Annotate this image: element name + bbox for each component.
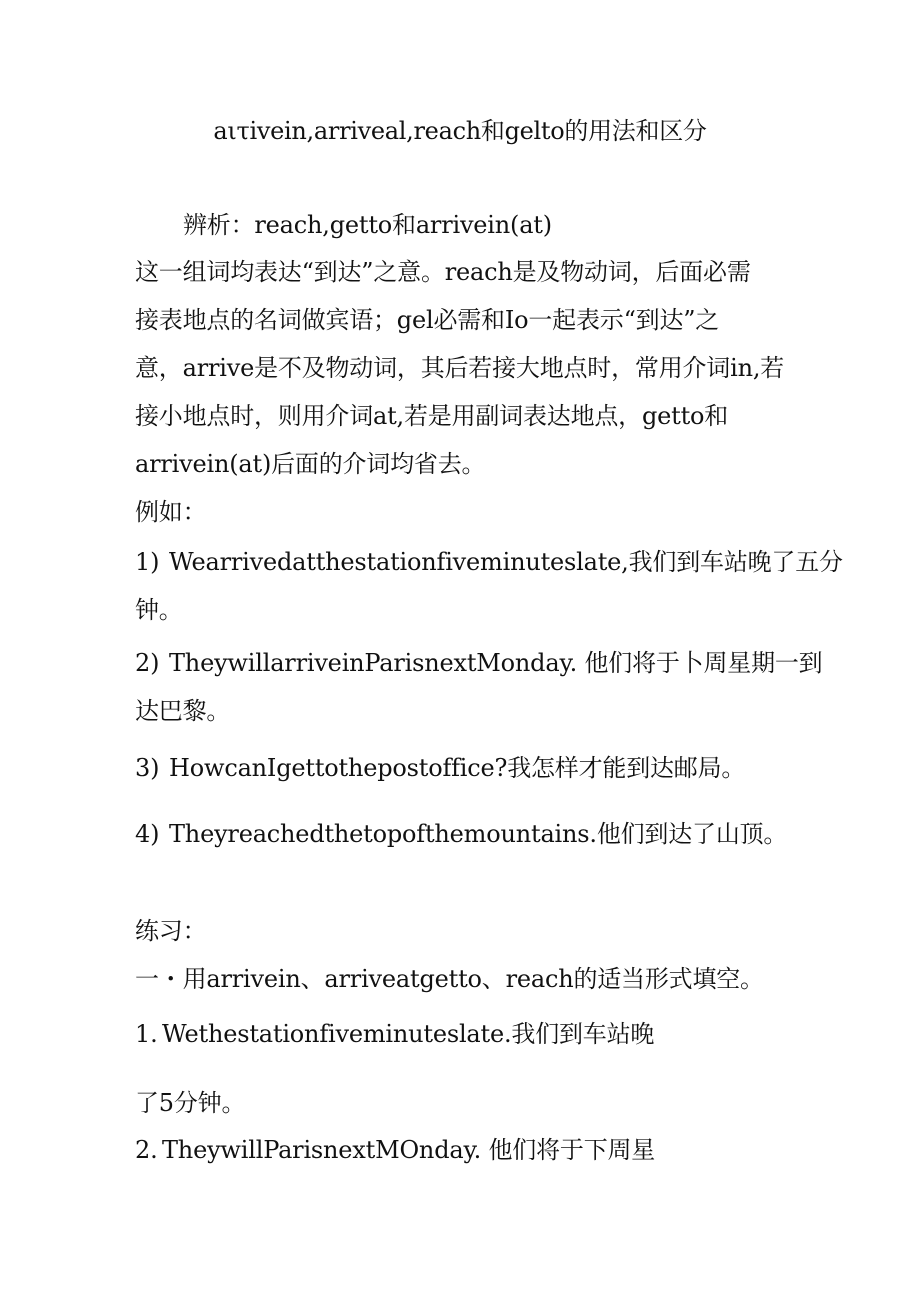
- example-text: TheywillarriveinParisnextMonday. 他们将于卜周星期一到: [169, 649, 823, 677]
- question-2: [135, 1135, 795, 1165]
- question-number: 2.: [135, 1136, 158, 1164]
- question-text: TheywillParisnextMOnday. 他们将于下周星: [162, 1136, 656, 1164]
- example-3: [135, 753, 795, 783]
- example-1-continuation: 钟。: [135, 596, 183, 624]
- example-text: Wearrivedatthestationfiveminuteslate,我们到车站晚了五分: [169, 548, 843, 576]
- example-4: [135, 819, 795, 849]
- question-text: Wethestationfiveminuteslate.我们到车站晚: [162, 1020, 655, 1048]
- explanation-line-2: 接表地点的名词做宾语；gel必需和Io一起表示“到达”之: [135, 306, 720, 334]
- example-1: [135, 547, 843, 577]
- example-text: HowcanIgettothepostoffice?我怎样才能到达邮局。: [169, 754, 746, 782]
- analysis-heading: 辨析：reach,getto和arrivein(at): [183, 211, 552, 239]
- example-number: 2): [135, 649, 160, 677]
- example-number: 1): [135, 548, 160, 576]
- explanation-line-3: 意，arrive是不及物动词，其后若接大地点时，常用介词in,若: [135, 354, 785, 382]
- explanation-line-4: 接小地点时，则用介词at,若是用副词表达地点，getto和: [135, 402, 729, 430]
- question-1: [135, 1019, 795, 1049]
- exercise-instruction: 一・用arrivein、arriveatgetto、reach的适当形式填空。: [135, 965, 764, 993]
- example-number: 3): [135, 754, 160, 782]
- example-number: 4): [135, 820, 160, 848]
- document-title: aιτivein,arriveal,reach和gelto的用法和区分: [213, 117, 707, 145]
- explanation-line-1: 这一组词均表达“到达”之意。reach是及物动词，后面必需: [135, 258, 751, 286]
- example-text: Theyreachedthetopofthemountains.他们到达了山顶。: [169, 820, 788, 848]
- examples-label: 例如：: [135, 498, 207, 526]
- question-1-continuation: 了5分钟。: [135, 1089, 246, 1117]
- explanation-line-5: arrivein(at)后面的介词均省去。: [135, 450, 486, 478]
- question-number: 1.: [135, 1020, 158, 1048]
- example-2: [135, 648, 823, 678]
- example-2-continuation: 达巴黎。: [135, 697, 231, 725]
- exercise-label: 练习：: [135, 917, 207, 945]
